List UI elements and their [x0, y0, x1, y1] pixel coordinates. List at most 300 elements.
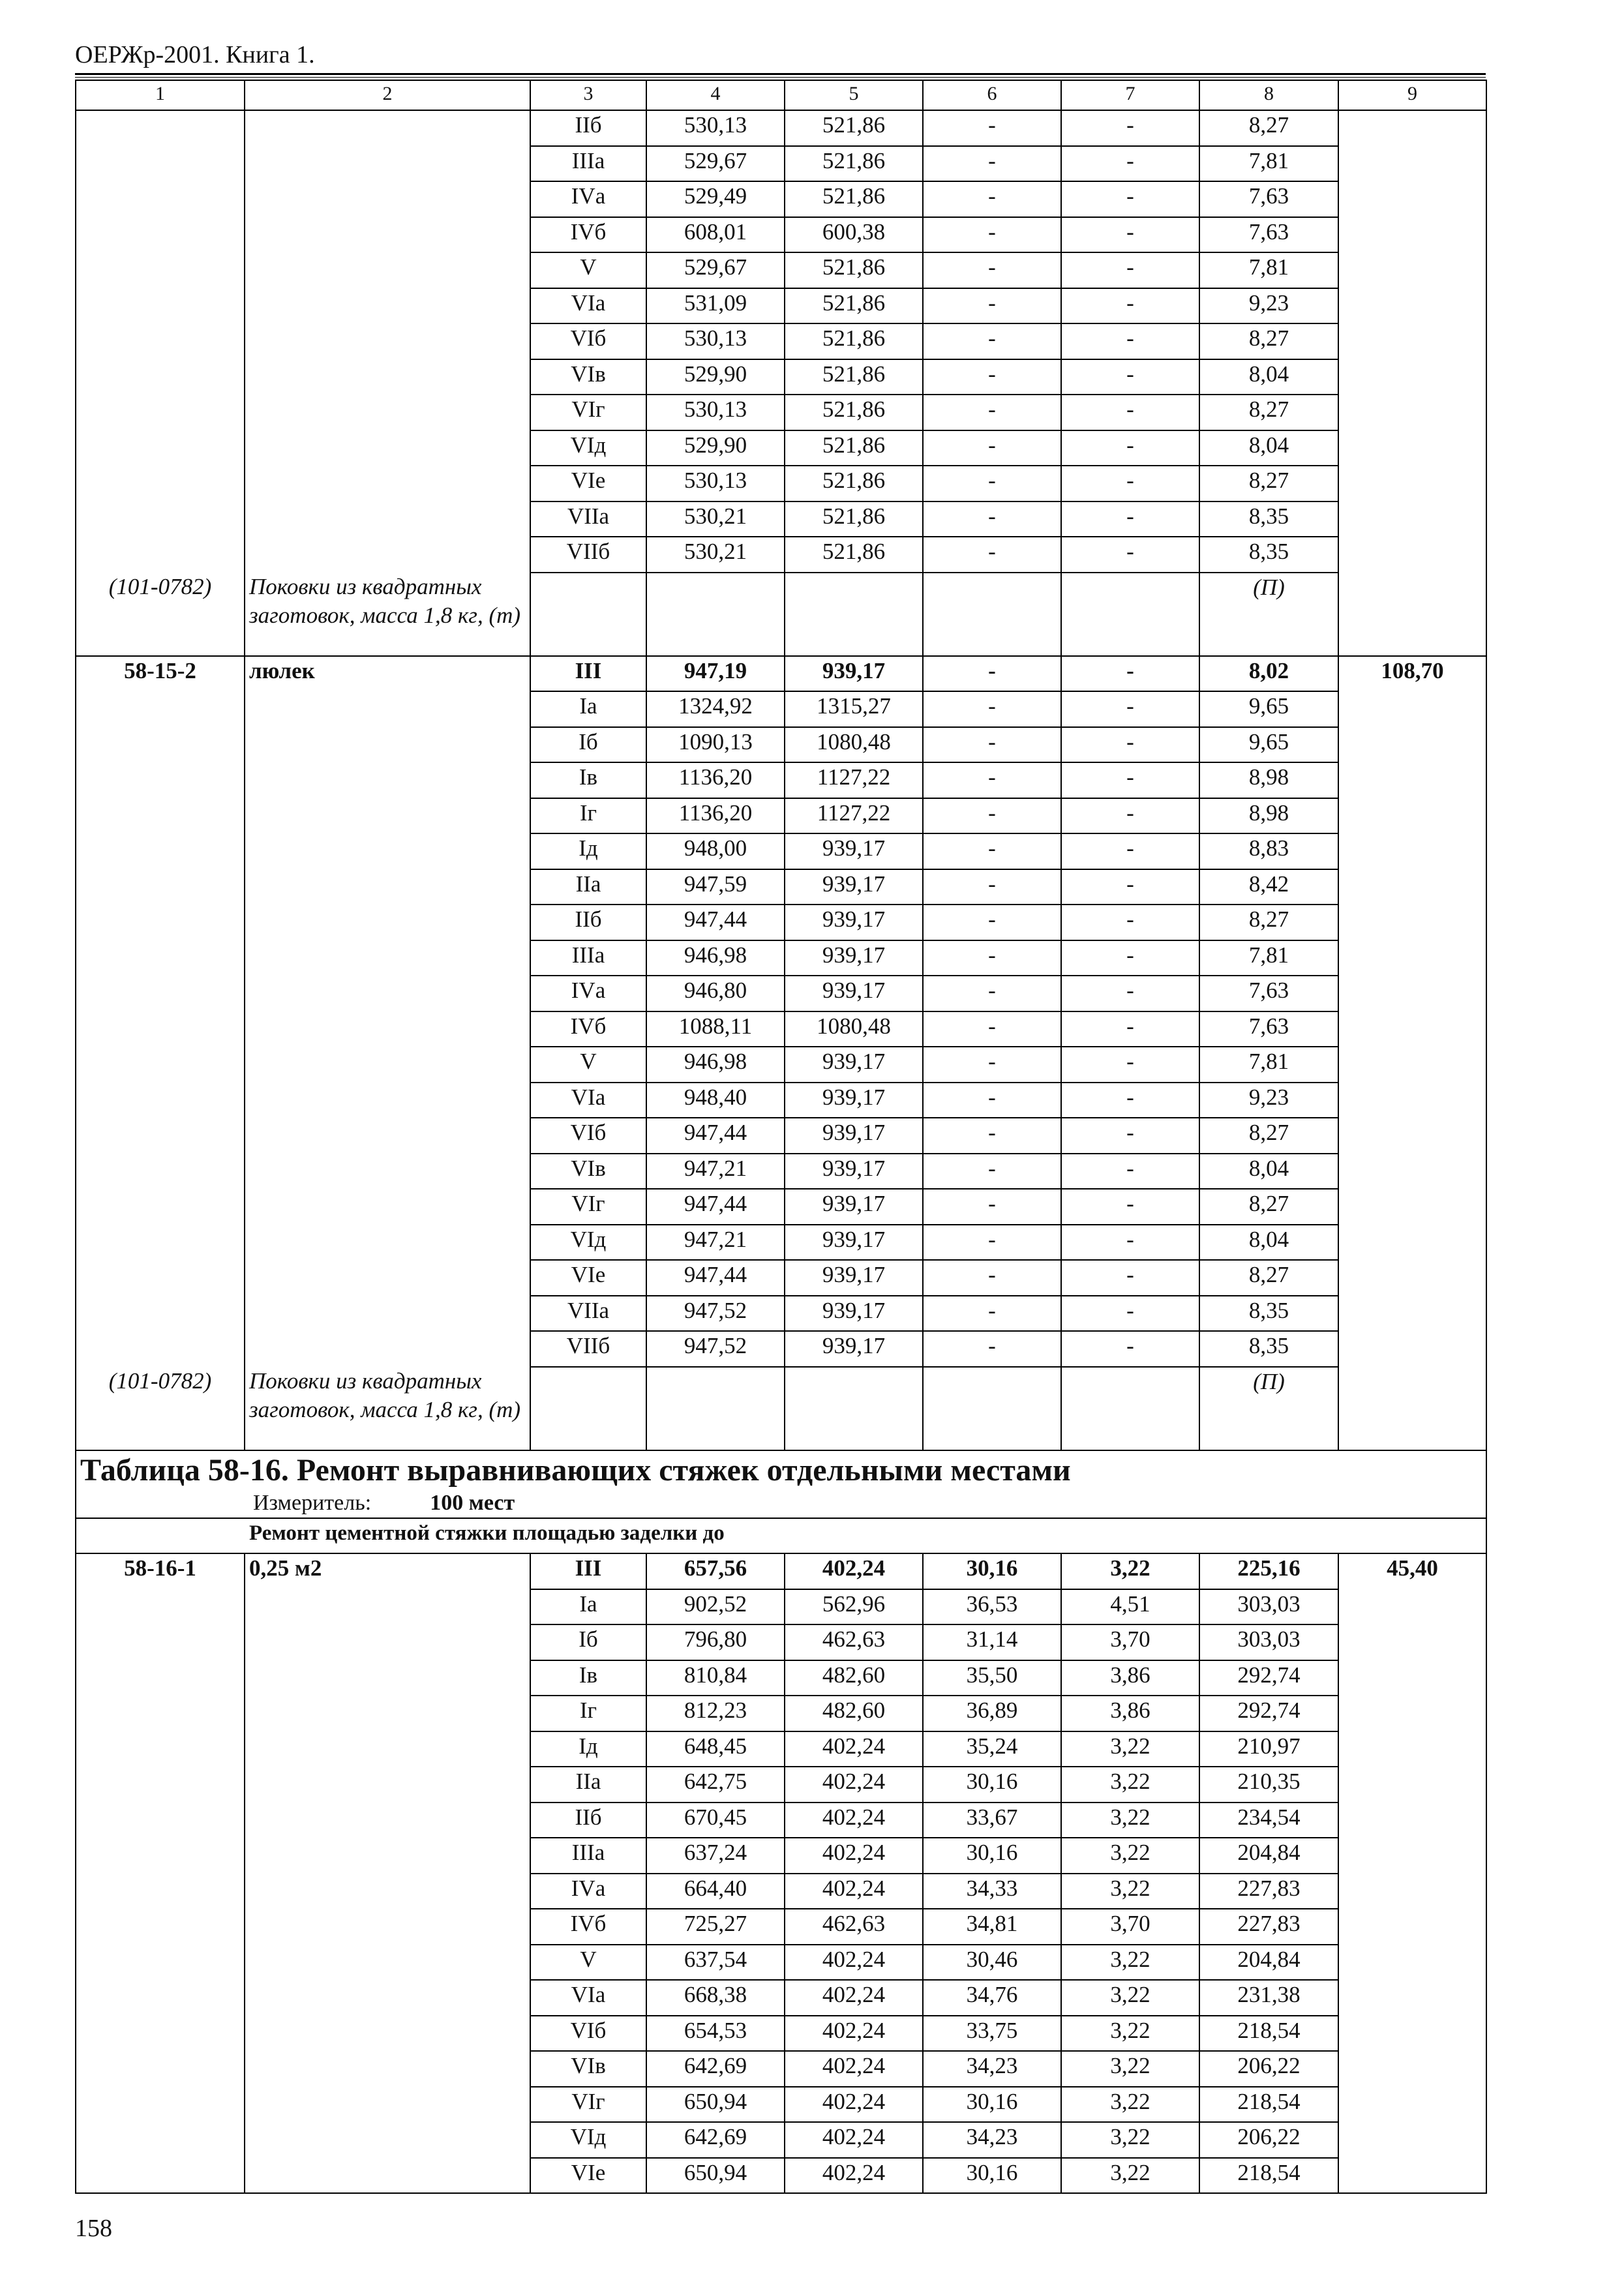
column-header: 9 — [1338, 80, 1486, 110]
value-cell: - — [1061, 252, 1199, 288]
page-number: 158 — [75, 2215, 112, 2242]
value-cell: 8,04 — [1199, 430, 1338, 466]
value-cell: 3,22 — [1061, 2051, 1199, 2087]
value-cell: 521,86 — [785, 146, 923, 182]
value-cell: - — [1061, 146, 1199, 182]
value-cell: 402,24 — [785, 1874, 923, 1909]
value-cell: 947,44 — [646, 1189, 785, 1225]
value-cell: VIIа — [530, 1296, 646, 1332]
value-cell: 529,90 — [646, 430, 785, 466]
value-cell: - — [1061, 905, 1199, 940]
value-cell: V — [530, 252, 646, 288]
value-cell: 3,22 — [1061, 1945, 1199, 1981]
column-header: 7 — [1061, 80, 1199, 110]
value-cell: 7,81 — [1199, 252, 1338, 288]
value-cell: 650,94 — [646, 2158, 785, 2194]
table-row — [76, 1553, 1486, 1589]
value-cell: 3,22 — [1061, 2016, 1199, 2052]
value-cell: 225,16 — [1199, 1553, 1338, 1589]
value-cell: 292,74 — [1199, 1696, 1338, 1731]
value-cell: - — [923, 1296, 1061, 1332]
value-cell: 1324,92 — [646, 691, 785, 727]
value-cell: 948,00 — [646, 833, 785, 869]
value-cell: 939,17 — [785, 1260, 923, 1296]
value-cell: 9,23 — [1199, 1083, 1338, 1118]
value-cell: 36,53 — [923, 1589, 1061, 1625]
value-cell: 402,24 — [785, 1767, 923, 1803]
value-cell: VIг — [530, 395, 646, 430]
value-cell: 34,33 — [923, 1874, 1061, 1909]
footnote-text: Поковки из квадратных заготовок, масса 1,8 кг, (т) — [245, 573, 530, 656]
value-cell: 650,94 — [646, 2087, 785, 2123]
value-cell: 1088,11 — [646, 1011, 785, 1047]
value-cell: V — [530, 1945, 646, 1981]
value-cell: 8,27 — [1199, 466, 1338, 501]
value-cell: 1136,20 — [646, 762, 785, 798]
value-cell: 231,38 — [1199, 1980, 1338, 2016]
value-cell: 7,81 — [1199, 1047, 1338, 1083]
value-cell: VIб — [530, 1118, 646, 1154]
value-cell: 8,02 — [1199, 656, 1338, 692]
value-cell: IIб — [530, 110, 646, 146]
section-title-cell: Ремонт цементной стяжки площадью заделки до — [76, 1518, 1486, 1554]
value-cell: 796,80 — [646, 1624, 785, 1660]
value-cell: 531,09 — [646, 288, 785, 324]
value-cell: 3,22 — [1061, 1731, 1199, 1767]
value-cell: 530,21 — [646, 537, 785, 573]
column-header: 3 — [530, 80, 646, 110]
value-cell: - — [923, 905, 1061, 940]
value-cell: 810,84 — [646, 1660, 785, 1696]
value-cell: IIб — [530, 905, 646, 940]
value-cell: 654,53 — [646, 2016, 785, 2052]
value-cell: - — [1061, 1189, 1199, 1225]
value-cell: 600,38 — [785, 217, 923, 253]
value-cell: VIе — [530, 1260, 646, 1296]
value-cell: VIа — [530, 1083, 646, 1118]
value-cell: 657,56 — [646, 1553, 785, 1589]
value-cell: 530,13 — [646, 323, 785, 359]
table-cell — [923, 1367, 1061, 1450]
value-cell: 8,04 — [1199, 359, 1338, 395]
value-cell: 218,54 — [1199, 2016, 1338, 2052]
value-cell: 8,35 — [1199, 1296, 1338, 1332]
value-cell: Iд — [530, 833, 646, 869]
value-cell: 946,98 — [646, 1047, 785, 1083]
value-cell: - — [923, 691, 1061, 727]
value-cell: 530,13 — [646, 395, 785, 430]
value-cell: - — [923, 1011, 1061, 1047]
value-cell: 562,96 — [785, 1589, 923, 1625]
value-cell: 7,81 — [1199, 146, 1338, 182]
value-cell: 33,75 — [923, 2016, 1061, 2052]
value-cell: VIв — [530, 2051, 646, 2087]
value-cell: 204,84 — [1199, 1838, 1338, 1874]
measure-line — [80, 1490, 1482, 1516]
code-cell — [76, 110, 245, 573]
value-cell: - — [1061, 395, 1199, 430]
header-rule — [75, 73, 1486, 75]
value-cell: - — [1061, 762, 1199, 798]
value-cell: - — [923, 869, 1061, 905]
value-cell: VIа — [530, 1980, 646, 2016]
value-cell: - — [923, 181, 1061, 217]
value-cell: - — [1061, 501, 1199, 537]
value-cell: 3,22 — [1061, 2158, 1199, 2194]
table-row — [76, 573, 1486, 656]
value-cell: 30,16 — [923, 2158, 1061, 2194]
value-cell: 8,98 — [1199, 762, 1338, 798]
value-cell: 529,49 — [646, 181, 785, 217]
value-cell: 30,16 — [923, 1838, 1061, 1874]
value-cell: 947,19 — [646, 656, 785, 692]
value-cell: 292,74 — [1199, 1660, 1338, 1696]
col9-cell — [1338, 110, 1486, 656]
value-cell: 939,17 — [785, 1118, 923, 1154]
value-cell: 939,17 — [785, 1296, 923, 1332]
value-cell: - — [923, 146, 1061, 182]
value-cell: 939,17 — [785, 1047, 923, 1083]
value-cell: - — [1061, 288, 1199, 324]
value-cell: 8,27 — [1199, 395, 1338, 430]
value-cell: - — [1061, 1331, 1199, 1367]
value-cell: IVб — [530, 217, 646, 253]
value-cell: 7,63 — [1199, 1011, 1338, 1047]
value-cell: 8,27 — [1199, 110, 1338, 146]
value-cell: 204,84 — [1199, 1945, 1338, 1981]
value-cell: 939,17 — [785, 869, 923, 905]
value-cell: 36,89 — [923, 1696, 1061, 1731]
value-cell: 521,86 — [785, 501, 923, 537]
value-cell: 1136,20 — [646, 798, 785, 834]
value-cell: - — [1061, 1225, 1199, 1261]
value-cell: 8,35 — [1199, 537, 1338, 573]
value-cell: - — [1061, 323, 1199, 359]
value-cell: - — [923, 1083, 1061, 1118]
value-cell: 7,63 — [1199, 217, 1338, 253]
value-cell: 939,17 — [785, 1225, 923, 1261]
value-cell: - — [1061, 976, 1199, 1011]
value-cell: - — [923, 1225, 1061, 1261]
value-cell: VIд — [530, 2122, 646, 2158]
value-cell: 402,24 — [785, 2087, 923, 2123]
table-cell — [1061, 573, 1199, 656]
value-cell: - — [1061, 1260, 1199, 1296]
value-cell: - — [1061, 537, 1199, 573]
value-cell: 637,24 — [646, 1838, 785, 1874]
name-cell — [245, 110, 530, 573]
column-header: 5 — [785, 80, 923, 110]
value-cell: 521,86 — [785, 430, 923, 466]
value-cell: 402,24 — [785, 1803, 923, 1838]
value-cell: - — [923, 1331, 1061, 1367]
value-cell: - — [923, 727, 1061, 763]
footnote-text: Поковки из квадратных заготовок, масса 1,8 кг, (т) — [245, 1367, 530, 1450]
value-cell: 3,86 — [1061, 1696, 1199, 1731]
value-cell: 939,17 — [785, 833, 923, 869]
value-cell: 529,67 — [646, 252, 785, 288]
value-cell: - — [923, 1260, 1061, 1296]
value-cell: IVа — [530, 1874, 646, 1909]
value-cell: Iд — [530, 1731, 646, 1767]
footnote-code: (101-0782) — [76, 1367, 245, 1450]
value-cell: - — [923, 1189, 1061, 1225]
value-cell: 939,17 — [785, 905, 923, 940]
value-cell: 642,69 — [646, 2051, 785, 2087]
value-cell: - — [1061, 691, 1199, 727]
value-cell: - — [923, 537, 1061, 573]
value-cell: III — [530, 1553, 646, 1589]
code-cell: 58-15-2 — [76, 656, 245, 1367]
value-cell: VIIб — [530, 1331, 646, 1367]
value-cell: 3,22 — [1061, 1980, 1199, 2016]
value-cell: IVа — [530, 181, 646, 217]
value-cell: - — [1061, 466, 1199, 501]
value-cell: 947,44 — [646, 905, 785, 940]
value-cell: 1315,27 — [785, 691, 923, 727]
value-cell: 8,27 — [1199, 323, 1338, 359]
table-row — [76, 110, 1486, 146]
value-cell: 31,14 — [923, 1624, 1061, 1660]
value-cell: 303,03 — [1199, 1624, 1338, 1660]
value-cell: - — [923, 501, 1061, 537]
value-cell: 521,86 — [785, 466, 923, 501]
value-cell: - — [923, 762, 1061, 798]
value-cell: 218,54 — [1199, 2087, 1338, 2123]
value-cell: IIIа — [530, 146, 646, 182]
value-cell: - — [923, 1118, 1061, 1154]
value-cell: VIе — [530, 466, 646, 501]
footnote-code: (101-0782) — [76, 573, 245, 656]
value-cell: - — [1061, 940, 1199, 976]
value-cell: - — [1061, 110, 1199, 146]
table-cell — [646, 573, 785, 656]
value-cell: 3,22 — [1061, 1874, 1199, 1909]
value-cell: 227,83 — [1199, 1909, 1338, 1945]
value-cell: 1090,13 — [646, 727, 785, 763]
col9-cell: 108,70 — [1338, 656, 1486, 1450]
value-cell: 8,27 — [1199, 1189, 1338, 1225]
value-cell: - — [1061, 833, 1199, 869]
value-cell: 939,17 — [785, 1083, 923, 1118]
value-cell: 34,23 — [923, 2051, 1061, 2087]
value-cell: 948,40 — [646, 1083, 785, 1118]
value-cell: - — [923, 359, 1061, 395]
value-cell: VIIа — [530, 501, 646, 537]
value-cell: 30,16 — [923, 1767, 1061, 1803]
value-cell: Iб — [530, 1624, 646, 1660]
value-cell: 1127,22 — [785, 798, 923, 834]
value-cell: 947,52 — [646, 1331, 785, 1367]
value-cell: Iг — [530, 798, 646, 834]
value-cell: 7,63 — [1199, 976, 1338, 1011]
value-cell: 35,24 — [923, 1731, 1061, 1767]
value-cell: 402,24 — [785, 1553, 923, 1589]
value-cell: IIIа — [530, 940, 646, 976]
value-cell: 34,81 — [923, 1909, 1061, 1945]
value-cell: 210,97 — [1199, 1731, 1338, 1767]
value-cell: 521,86 — [785, 395, 923, 430]
value-cell: 1080,48 — [785, 727, 923, 763]
value-cell: 8,27 — [1199, 905, 1338, 940]
value-cell: 939,17 — [785, 1331, 923, 1367]
value-cell: Iв — [530, 762, 646, 798]
value-cell: 939,17 — [785, 1154, 923, 1189]
value-cell: - — [923, 656, 1061, 692]
value-cell: 234,54 — [1199, 1803, 1338, 1838]
value-cell: - — [1061, 1154, 1199, 1189]
value-cell: - — [923, 940, 1061, 976]
value-cell: 947,21 — [646, 1225, 785, 1261]
table-cell — [646, 1367, 785, 1450]
value-cell: VIа — [530, 288, 646, 324]
value-cell: - — [1061, 359, 1199, 395]
value-cell: 642,75 — [646, 1767, 785, 1803]
table-cell — [923, 573, 1061, 656]
value-cell: 8,42 — [1199, 869, 1338, 905]
value-cell: Iв — [530, 1660, 646, 1696]
value-cell: 8,98 — [1199, 798, 1338, 834]
value-cell: Iа — [530, 1589, 646, 1625]
value-cell: 812,23 — [646, 1696, 785, 1731]
price-table — [75, 80, 1487, 2194]
value-cell: 3,22 — [1061, 1838, 1199, 1874]
measure-label: Измеритель: — [253, 1490, 372, 1515]
value-cell: 521,86 — [785, 288, 923, 324]
value-cell: - — [1061, 727, 1199, 763]
value-cell: - — [1061, 430, 1199, 466]
value-cell: 725,27 — [646, 1909, 785, 1945]
value-cell: 1080,48 — [785, 1011, 923, 1047]
value-cell: - — [1061, 798, 1199, 834]
value-cell: 402,24 — [785, 2158, 923, 2194]
value-cell: 670,45 — [646, 1803, 785, 1838]
table-row — [76, 1518, 1486, 1554]
value-cell: - — [1061, 869, 1199, 905]
value-cell: 30,16 — [923, 2087, 1061, 2123]
value-cell: 8,83 — [1199, 833, 1338, 869]
value-cell: - — [1061, 656, 1199, 692]
table-row — [76, 1367, 1486, 1450]
column-header: 1 — [76, 80, 245, 110]
value-cell: Iг — [530, 1696, 646, 1731]
value-cell: 482,60 — [785, 1660, 923, 1696]
value-cell: 462,63 — [785, 1624, 923, 1660]
value-cell: 303,03 — [1199, 1589, 1338, 1625]
value-cell: Iб — [530, 727, 646, 763]
value-cell: 8,04 — [1199, 1225, 1338, 1261]
value-cell: 3,86 — [1061, 1660, 1199, 1696]
value-cell: - — [923, 252, 1061, 288]
value-cell: 33,67 — [923, 1803, 1061, 1838]
table-row — [76, 80, 1486, 110]
value-cell: IVа — [530, 976, 646, 1011]
value-cell: - — [923, 798, 1061, 834]
value-cell: 637,54 — [646, 1945, 785, 1981]
footnote-value: (П) — [1199, 573, 1338, 656]
value-cell: 664,40 — [646, 1874, 785, 1909]
column-header: 8 — [1199, 80, 1338, 110]
value-cell: 946,98 — [646, 940, 785, 976]
value-cell: 521,86 — [785, 537, 923, 573]
value-cell: - — [923, 466, 1061, 501]
value-cell: IVб — [530, 1011, 646, 1047]
column-header: 4 — [646, 80, 785, 110]
value-cell: 521,86 — [785, 359, 923, 395]
value-cell: IIIа — [530, 1838, 646, 1874]
table-cell — [785, 1367, 923, 1450]
value-cell: - — [1061, 1296, 1199, 1332]
value-cell: - — [923, 217, 1061, 253]
value-cell: 402,24 — [785, 1731, 923, 1767]
value-cell: VIг — [530, 1189, 646, 1225]
value-cell: 3,70 — [1061, 1624, 1199, 1660]
column-header: 2 — [245, 80, 530, 110]
value-cell: 8,35 — [1199, 1331, 1338, 1367]
name-cell: 0,25 м2 — [245, 1553, 530, 2193]
value-cell: - — [1061, 217, 1199, 253]
value-cell: IIа — [530, 1767, 646, 1803]
footnote-value: (П) — [1199, 1367, 1338, 1450]
value-cell: Iа — [530, 691, 646, 727]
value-cell: 947,44 — [646, 1260, 785, 1296]
value-cell: 402,24 — [785, 2016, 923, 2052]
value-cell: 9,23 — [1199, 288, 1338, 324]
value-cell: 3,22 — [1061, 1803, 1199, 1838]
value-cell: - — [1061, 1047, 1199, 1083]
value-cell: 9,65 — [1199, 691, 1338, 727]
value-cell: 3,22 — [1061, 1767, 1199, 1803]
value-cell: 902,52 — [646, 1589, 785, 1625]
value-cell: 462,63 — [785, 1909, 923, 1945]
value-cell: - — [923, 430, 1061, 466]
value-cell: - — [1061, 181, 1199, 217]
value-cell: 530,21 — [646, 501, 785, 537]
value-cell: 939,17 — [785, 940, 923, 976]
value-cell: 7,81 — [1199, 940, 1338, 976]
value-cell: - — [1061, 1011, 1199, 1047]
value-cell: 8,27 — [1199, 1118, 1338, 1154]
value-cell: 3,22 — [1061, 2122, 1199, 2158]
value-cell: 668,38 — [646, 1980, 785, 2016]
value-cell: IIб — [530, 1803, 646, 1838]
value-cell: 529,67 — [646, 146, 785, 182]
page-header: ОЕРЖр-2001. Книга 1. — [75, 41, 315, 68]
value-cell: 521,86 — [785, 323, 923, 359]
value-cell: 642,69 — [646, 2122, 785, 2158]
value-cell: - — [923, 976, 1061, 1011]
table-title-cell — [76, 1450, 1486, 1518]
value-cell: 648,45 — [646, 1731, 785, 1767]
value-cell: 946,80 — [646, 976, 785, 1011]
value-cell: 3,70 — [1061, 1909, 1199, 1945]
value-cell: 402,24 — [785, 1980, 923, 2016]
table-cell — [530, 1367, 646, 1450]
value-cell: - — [1061, 1118, 1199, 1154]
name-cell: люлек — [245, 656, 530, 1367]
value-cell: 30,46 — [923, 1945, 1061, 1981]
value-cell: 402,24 — [785, 2122, 923, 2158]
value-cell: - — [923, 1154, 1061, 1189]
value-cell: - — [923, 323, 1061, 359]
value-cell: VIв — [530, 1154, 646, 1189]
value-cell: 206,22 — [1199, 2051, 1338, 2087]
value-cell: - — [1061, 1083, 1199, 1118]
value-cell: 227,83 — [1199, 1874, 1338, 1909]
value-cell: 9,65 — [1199, 727, 1338, 763]
value-cell: 218,54 — [1199, 2158, 1338, 2194]
table-row — [76, 1450, 1486, 1518]
